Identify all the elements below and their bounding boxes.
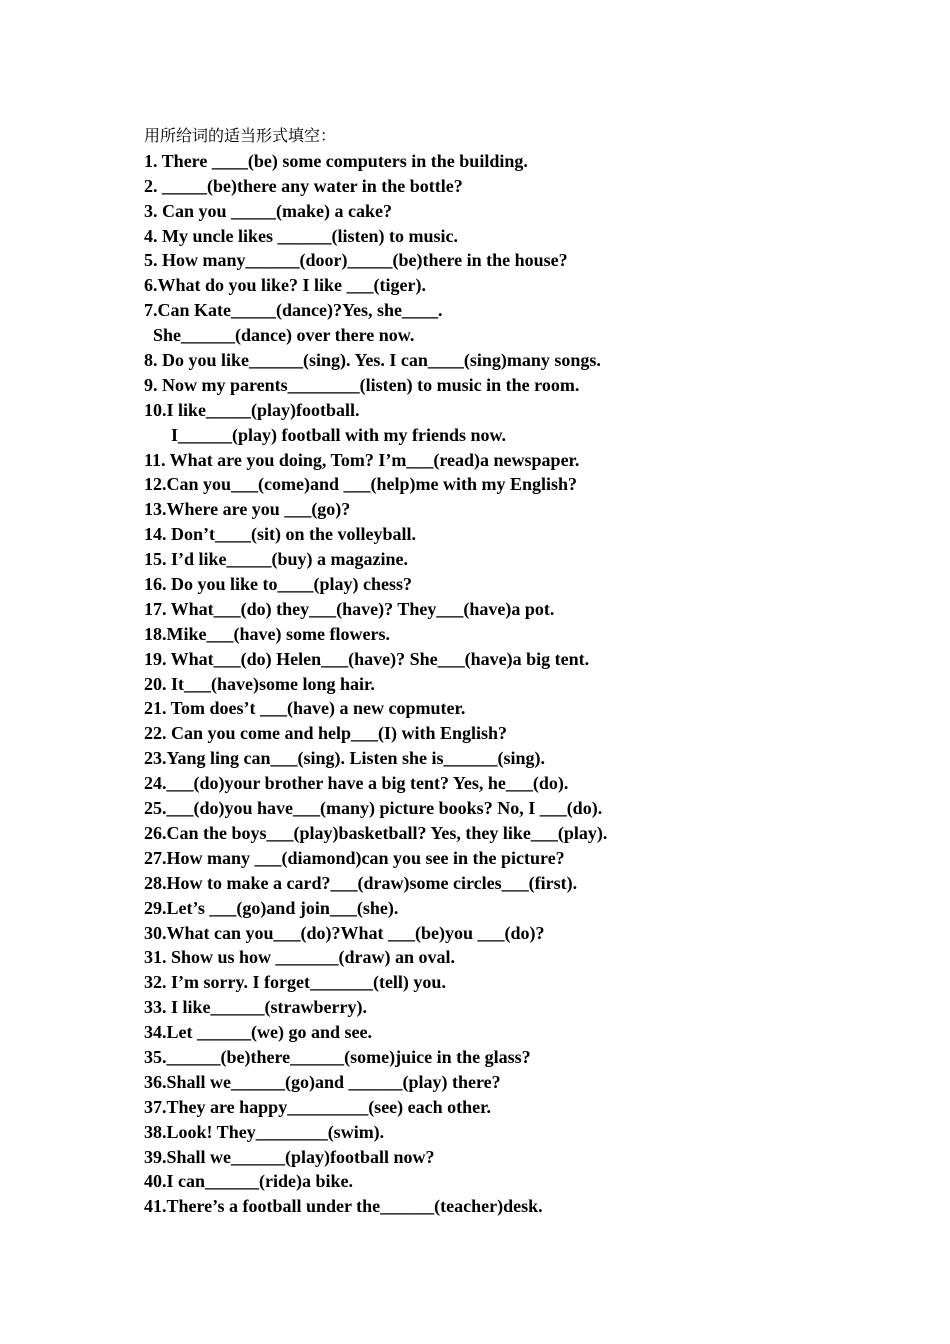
exercise-line: 9. Now my parents________(listen) to music in the room. [144, 374, 580, 395]
exercise-line: 38.Look! They________(swim). [144, 1121, 385, 1142]
exercise-line: 40.I can______(ride)a bike. [144, 1171, 353, 1192]
exercise-line: 17. What___(do) they___(have)? They___(have)a pot. [144, 598, 555, 619]
exercise-line: 3. Can you _____(make) a cake? [144, 200, 392, 221]
exercise-line: 14. Don’t____(sit) on the volleyball. [144, 524, 416, 545]
exercise-line: 1. There ____(be) some computers in the building. [144, 150, 528, 171]
exercise-line: 31. Show us how _______(draw) an oval. [144, 947, 456, 968]
exercise-content [144, 124, 844, 1219]
exercise-line: 11. What are you doing, Tom? I’m___(read)a newspaper. [144, 449, 580, 470]
exercise-line: 5. How many______(door)_____(be)there in the house? [144, 250, 568, 271]
exercise-line: 27.How many ___(diamond)can you see in the picture? [144, 847, 565, 868]
exercise-line: 16. Do you like to____(play) chess? [144, 574, 413, 595]
exercise-line: 20. It___(have)some long hair. [144, 673, 375, 694]
exercise-line: 30.What can you___(do)?What ___(be)you ___(do)? [144, 922, 545, 943]
exercise-line: I______(play) football with my friends now. [144, 424, 507, 445]
exercise-line: 22. Can you come and help___(I) with English? [144, 723, 508, 744]
exercise-line: 15. I’d like_____(buy) a magazine. [144, 549, 409, 570]
exercise-line: 21. Tom does’t ___(have) a new copmuter. [144, 698, 466, 719]
exercise-line: 25.___(do)you have___(many) picture books? No, I ___(do). [144, 798, 603, 819]
exercise-line: 2. _____(be)there any water in the bottle? [144, 175, 463, 196]
exercise-line: 32. I’m sorry. I forget_______(tell) you. [144, 972, 446, 993]
exercise-line: 10.I like_____(play)football. [144, 399, 360, 420]
exercise-line: 26.Can the boys___(play)basketball? Yes, they like___(play). [144, 822, 608, 843]
exercise-line: 23.Yang ling can___(sing). Listen she is______(sing). [144, 748, 546, 769]
exercise-line: 18.Mike___(have) some flowers. [144, 623, 390, 644]
exercise-line: 4. My uncle likes ______(listen) to music. [144, 225, 458, 246]
exercise-list [144, 149, 844, 1219]
exercise-line: 28.How to make a card?___(draw)some circles___(first). [144, 872, 578, 893]
exercise-line: 6.What do you like? I like ___(tiger). [144, 275, 426, 296]
exercise-line: 37.They are happy_________(see) each other. [144, 1096, 491, 1117]
exercise-line: 41.There’s a football under the______(teacher)desk. [144, 1196, 543, 1217]
exercise-line: 24.___(do)your brother have a big tent? Yes, he___(do). [144, 773, 569, 794]
exercise-line: She______(dance) over there now. [144, 325, 415, 346]
exercise-line: 36.Shall we______(go)and ______(play) there? [144, 1071, 501, 1092]
exercise-line: 35.______(be)there______(some)juice in the glass? [144, 1046, 531, 1067]
exercise-line: 33. I like______(strawberry). [144, 997, 367, 1018]
exercise-line: 29.Let’s ___(go)and join___(she). [144, 897, 399, 918]
exercise-line: 13.Where are you ___(go)? [144, 499, 351, 520]
exercise-line: 8. Do you like______(sing). Yes. I can____(sing)many songs. [144, 350, 601, 371]
exercise-line: 39.Shall we______(play)football now? [144, 1146, 435, 1167]
exercise-heading: 用所给词的适当形式填空： [144, 126, 337, 145]
exercise-line: 12.Can you___(come)and ___(help)me with my English? [144, 474, 578, 495]
exercise-line: 34.Let ______(we) go and see. [144, 1022, 372, 1043]
exercise-line: 19. What___(do) Helen___(have)? She___(have)a big tent. [144, 648, 590, 669]
exercise-line: 7.Can Kate_____(dance)?Yes, she____. [144, 300, 443, 321]
